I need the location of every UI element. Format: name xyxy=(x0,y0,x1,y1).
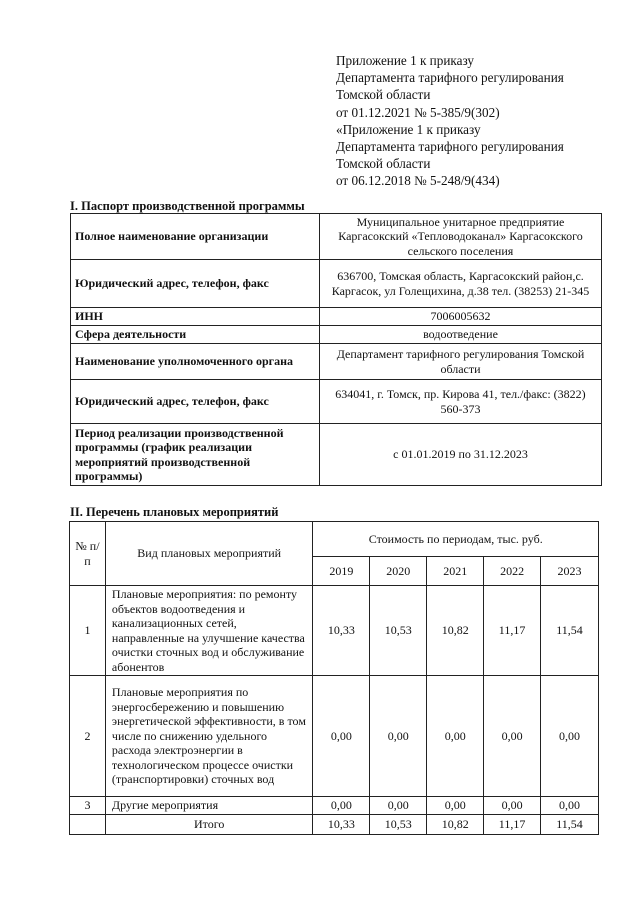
table-row xyxy=(70,586,599,676)
year-header: 2021 xyxy=(427,557,484,586)
col-header-num: № п/п xyxy=(70,522,106,586)
row-label: ИНН xyxy=(71,308,320,326)
year-header: 2023 xyxy=(541,557,599,586)
table-header-row xyxy=(70,522,599,557)
total-cell: 10,33 xyxy=(313,815,370,835)
col-header-type: Вид плановых мероприятий xyxy=(105,522,313,586)
cost-cell: 0,00 xyxy=(541,797,599,815)
col-header-cost: Стоимость по периодам, тыс. руб. xyxy=(313,522,599,557)
year-header: 2020 xyxy=(370,557,427,586)
cost-cell: 10,33 xyxy=(313,586,370,676)
total-cell: 10,82 xyxy=(427,815,484,835)
header-line: Департамента тарифного регулирования xyxy=(336,139,564,155)
events-table xyxy=(69,521,599,835)
cost-cell: 11,17 xyxy=(484,586,541,676)
cost-cell: 0,00 xyxy=(313,797,370,815)
cost-cell: 0,00 xyxy=(370,676,427,797)
cost-cell: 0,00 xyxy=(313,676,370,797)
section-2-title: II. Перечень плановых мероприятий xyxy=(70,505,279,519)
cost-cell: 10,82 xyxy=(427,586,484,676)
header-line: Приложение 1 к приказу xyxy=(336,53,474,68)
header-line: «Приложение 1 к приказу xyxy=(336,121,481,137)
order-header xyxy=(336,52,626,190)
row-label: Сфера деятельности xyxy=(71,326,320,344)
table-row xyxy=(71,326,602,344)
total-label: Итого xyxy=(105,815,313,835)
cost-cell: 0,00 xyxy=(427,676,484,797)
row-number: 3 xyxy=(70,797,106,815)
header-line: от 01.12.2021 № 5-385/9(302) xyxy=(336,104,500,120)
total-cell: 11,54 xyxy=(541,815,599,835)
table-row xyxy=(71,380,602,424)
table-row xyxy=(71,344,602,380)
header-line: Томской области xyxy=(336,156,431,172)
row-description: Плановые мероприятия: по ремонту объектов водоотведения и канализационных сетей, направленные на улучшение качества очистки сточных вод и обслуживание абонентов xyxy=(105,586,313,676)
row-description: Плановые мероприятия по энергосбережению и повышению энергетической эффективности, в том числе по снижению удельного расхода электроэнергии в технологическом процессе очистки (транспортировки) сточных вод xyxy=(105,676,313,797)
cost-cell: 0,00 xyxy=(484,676,541,797)
header-line: от 06.12.2018 № 5-248/9(434) xyxy=(336,173,500,189)
passport-table xyxy=(70,213,602,486)
row-label: Полное наименование организации xyxy=(71,214,320,260)
row-value: 636700, Томская область, Каргасокский район,с. Каргасок, ул Голещихина, д.38 тел. (38253) 21-345 xyxy=(320,260,602,308)
total-row xyxy=(70,815,599,835)
cost-cell: 0,00 xyxy=(427,797,484,815)
row-value: Департамент тарифного регулирования Томской области xyxy=(320,344,602,380)
row-value: с 01.01.2019 по 31.12.2023 xyxy=(320,424,602,486)
year-header: 2019 xyxy=(313,557,370,586)
row-label: Период реализации производственной программы (график реализации мероприятий производственной программы) xyxy=(71,424,320,486)
table-row xyxy=(71,214,602,260)
table-row xyxy=(71,260,602,308)
row-label: Наименование уполномоченного органа xyxy=(71,344,320,380)
cost-cell: 0,00 xyxy=(541,676,599,797)
year-header: 2022 xyxy=(484,557,541,586)
total-cell: 10,53 xyxy=(370,815,427,835)
row-value: 7006005632 xyxy=(320,308,602,326)
table-row xyxy=(71,308,602,326)
row-label: Юридический адрес, телефон, факс xyxy=(71,380,320,424)
row-value: водоотведение xyxy=(320,326,602,344)
cost-cell: 0,00 xyxy=(484,797,541,815)
table-row xyxy=(71,424,602,486)
row-value: 634041, г. Томск, пр. Кирова 41, тел./факс: (3822) 560-373 xyxy=(320,380,602,424)
header-line: Томской области xyxy=(336,87,431,103)
total-cell: 11,17 xyxy=(484,815,541,835)
row-label: Юридический адрес, телефон, факс xyxy=(71,260,320,308)
cost-cell: 11,54 xyxy=(541,586,599,676)
row-value: Муниципальное унитарное предприятие Каргасокский «Тепловодоканал» Каргасокского сельского поселения xyxy=(320,214,602,260)
row-number: 1 xyxy=(70,586,106,676)
table-row xyxy=(70,676,599,797)
total-empty-cell xyxy=(70,815,106,835)
row-number: 2 xyxy=(70,676,106,797)
header-line: Департамента тарифного регулирования xyxy=(336,70,564,86)
table-row xyxy=(70,797,599,815)
cost-cell: 0,00 xyxy=(370,797,427,815)
cost-cell: 10,53 xyxy=(370,586,427,676)
section-1-title: I. Паспорт производственной программы xyxy=(70,199,305,213)
row-description: Другие мероприятия xyxy=(105,797,313,815)
